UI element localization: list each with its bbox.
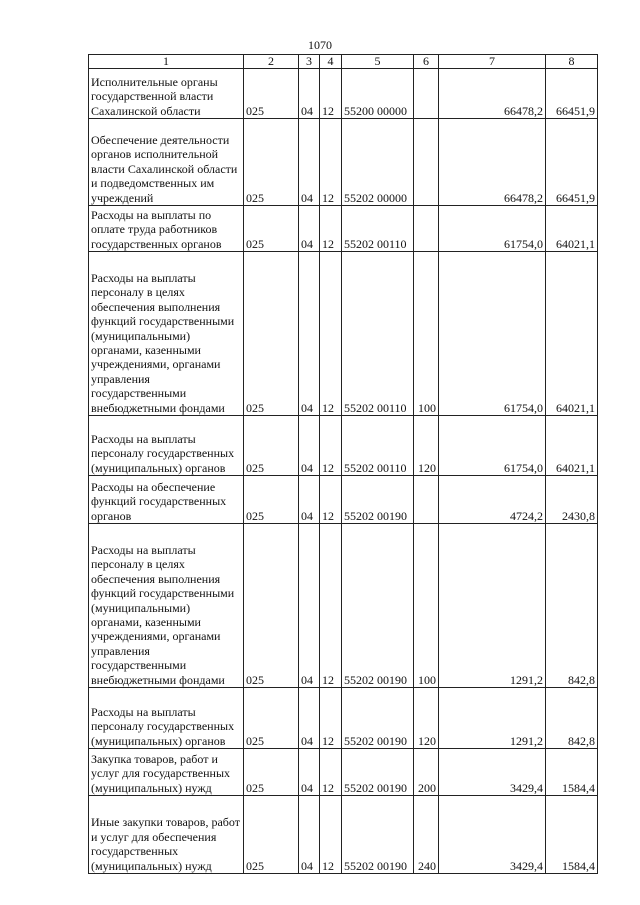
row-name: Исполнительные органы государственной власти Сахалинской области [89, 69, 244, 119]
row-name: Расходы на обеспечение функций государственных органов [89, 476, 244, 524]
row-vr: 240 [414, 796, 439, 874]
row-ved: 025 [244, 252, 299, 416]
row-vr [414, 119, 439, 206]
row-vr: 200 [414, 749, 439, 796]
row-pr: 12 [320, 206, 342, 252]
row-ved: 025 [244, 69, 299, 119]
row-rz: 04 [299, 749, 320, 796]
row-sum-2: 64021,1 [546, 416, 598, 476]
row-sum-2: 1584,4 [546, 749, 598, 796]
table-row [89, 796, 598, 874]
row-ved: 025 [244, 206, 299, 252]
row-ved: 025 [244, 416, 299, 476]
table-row [89, 476, 598, 524]
row-ved: 025 [244, 476, 299, 524]
row-sum-1: 66478,2 [439, 69, 546, 119]
row-csr: 55200 00000 [342, 69, 414, 119]
budget-table [88, 54, 598, 874]
row-vr [414, 69, 439, 119]
table-row [89, 252, 598, 416]
row-ved: 025 [244, 688, 299, 749]
row-csr: 55202 00110 [342, 252, 414, 416]
row-ved: 025 [244, 119, 299, 206]
row-name: Обеспечение деятельности органов исполнительной власти Сахалинской области и подведомственных им учреждений [89, 119, 244, 206]
column-header: 7 [439, 55, 546, 69]
row-vr: 100 [414, 252, 439, 416]
row-pr: 12 [320, 69, 342, 119]
row-rz: 04 [299, 206, 320, 252]
row-name: Расходы на выплаты персоналу в целях обеспечения выполнения функций государственными (муниципальными) органами, казенными учреждениями, органами управления государственными внебюджетными фондами [89, 252, 244, 416]
row-sum-1: 61754,0 [439, 416, 546, 476]
row-vr [414, 206, 439, 252]
row-vr: 120 [414, 688, 439, 749]
row-pr: 12 [320, 796, 342, 874]
table-row [89, 524, 598, 688]
row-csr: 55202 00000 [342, 119, 414, 206]
row-rz: 04 [299, 119, 320, 206]
table-row [89, 206, 598, 252]
row-ved: 025 [244, 796, 299, 874]
row-name: Расходы на выплаты по оплате труда работников государственных органов [89, 206, 244, 252]
column-header: 3 [299, 55, 320, 69]
row-pr: 12 [320, 476, 342, 524]
row-csr: 55202 00190 [342, 796, 414, 874]
row-rz: 04 [299, 796, 320, 874]
row-csr: 55202 00190 [342, 749, 414, 796]
row-vr: 100 [414, 524, 439, 688]
row-rz: 04 [299, 476, 320, 524]
row-csr: 55202 00110 [342, 206, 414, 252]
row-csr: 55202 00190 [342, 476, 414, 524]
row-sum-2: 842,8 [546, 688, 598, 749]
row-name: Расходы на выплаты персоналу государственных (муниципальных) органов [89, 416, 244, 476]
table-row [89, 119, 598, 206]
row-rz: 04 [299, 252, 320, 416]
row-ved: 025 [244, 524, 299, 688]
column-header: 6 [414, 55, 439, 69]
row-pr: 12 [320, 688, 342, 749]
row-sum-1: 61754,0 [439, 252, 546, 416]
row-sum-1: 61754,0 [439, 206, 546, 252]
row-sum-2: 842,8 [546, 524, 598, 688]
row-sum-2: 66451,9 [546, 119, 598, 206]
row-sum-1: 3429,4 [439, 749, 546, 796]
table-row [89, 749, 598, 796]
row-sum-1: 66478,2 [439, 119, 546, 206]
row-name: Закупка товаров, работ и услуг для государственных (муниципальных) нужд [89, 749, 244, 796]
row-sum-1: 1291,2 [439, 688, 546, 749]
row-vr: 120 [414, 416, 439, 476]
column-header: 4 [320, 55, 342, 69]
column-header: 5 [342, 55, 414, 69]
row-sum-1: 4724,2 [439, 476, 546, 524]
row-ved: 025 [244, 749, 299, 796]
row-sum-2: 2430,8 [546, 476, 598, 524]
row-vr [414, 476, 439, 524]
page-number: 1070 [308, 38, 332, 52]
row-csr: 55202 00190 [342, 524, 414, 688]
row-sum-2: 66451,9 [546, 69, 598, 119]
row-rz: 04 [299, 69, 320, 119]
row-sum-1: 1291,2 [439, 524, 546, 688]
row-rz: 04 [299, 416, 320, 476]
row-pr: 12 [320, 252, 342, 416]
row-sum-2: 64021,1 [546, 252, 598, 416]
column-header: 2 [244, 55, 299, 69]
row-csr: 55202 00110 [342, 416, 414, 476]
row-pr: 12 [320, 119, 342, 206]
row-rz: 04 [299, 688, 320, 749]
table-row [89, 69, 598, 119]
row-rz: 04 [299, 524, 320, 688]
header-row [89, 55, 598, 69]
column-header: 1 [89, 55, 244, 69]
row-pr: 12 [320, 749, 342, 796]
row-sum-1: 3429,4 [439, 796, 546, 874]
row-csr: 55202 00190 [342, 688, 414, 749]
table-row [89, 416, 598, 476]
row-name: Иные закупки товаров, работ и услуг для обеспечения государственных (муниципальных) нужд [89, 796, 244, 874]
row-pr: 12 [320, 416, 342, 476]
row-sum-2: 64021,1 [546, 206, 598, 252]
row-sum-2: 1584,4 [546, 796, 598, 874]
row-name: Расходы на выплаты персоналу государственных (муниципальных) органов [89, 688, 244, 749]
table-row [89, 688, 598, 749]
row-name: Расходы на выплаты персоналу в целях обеспечения выполнения функций государственными (муниципальными) органами, казенными учреждениями, органами управления государственными внебюджетными фондами [89, 524, 244, 688]
column-header: 8 [546, 55, 598, 69]
row-pr: 12 [320, 524, 342, 688]
